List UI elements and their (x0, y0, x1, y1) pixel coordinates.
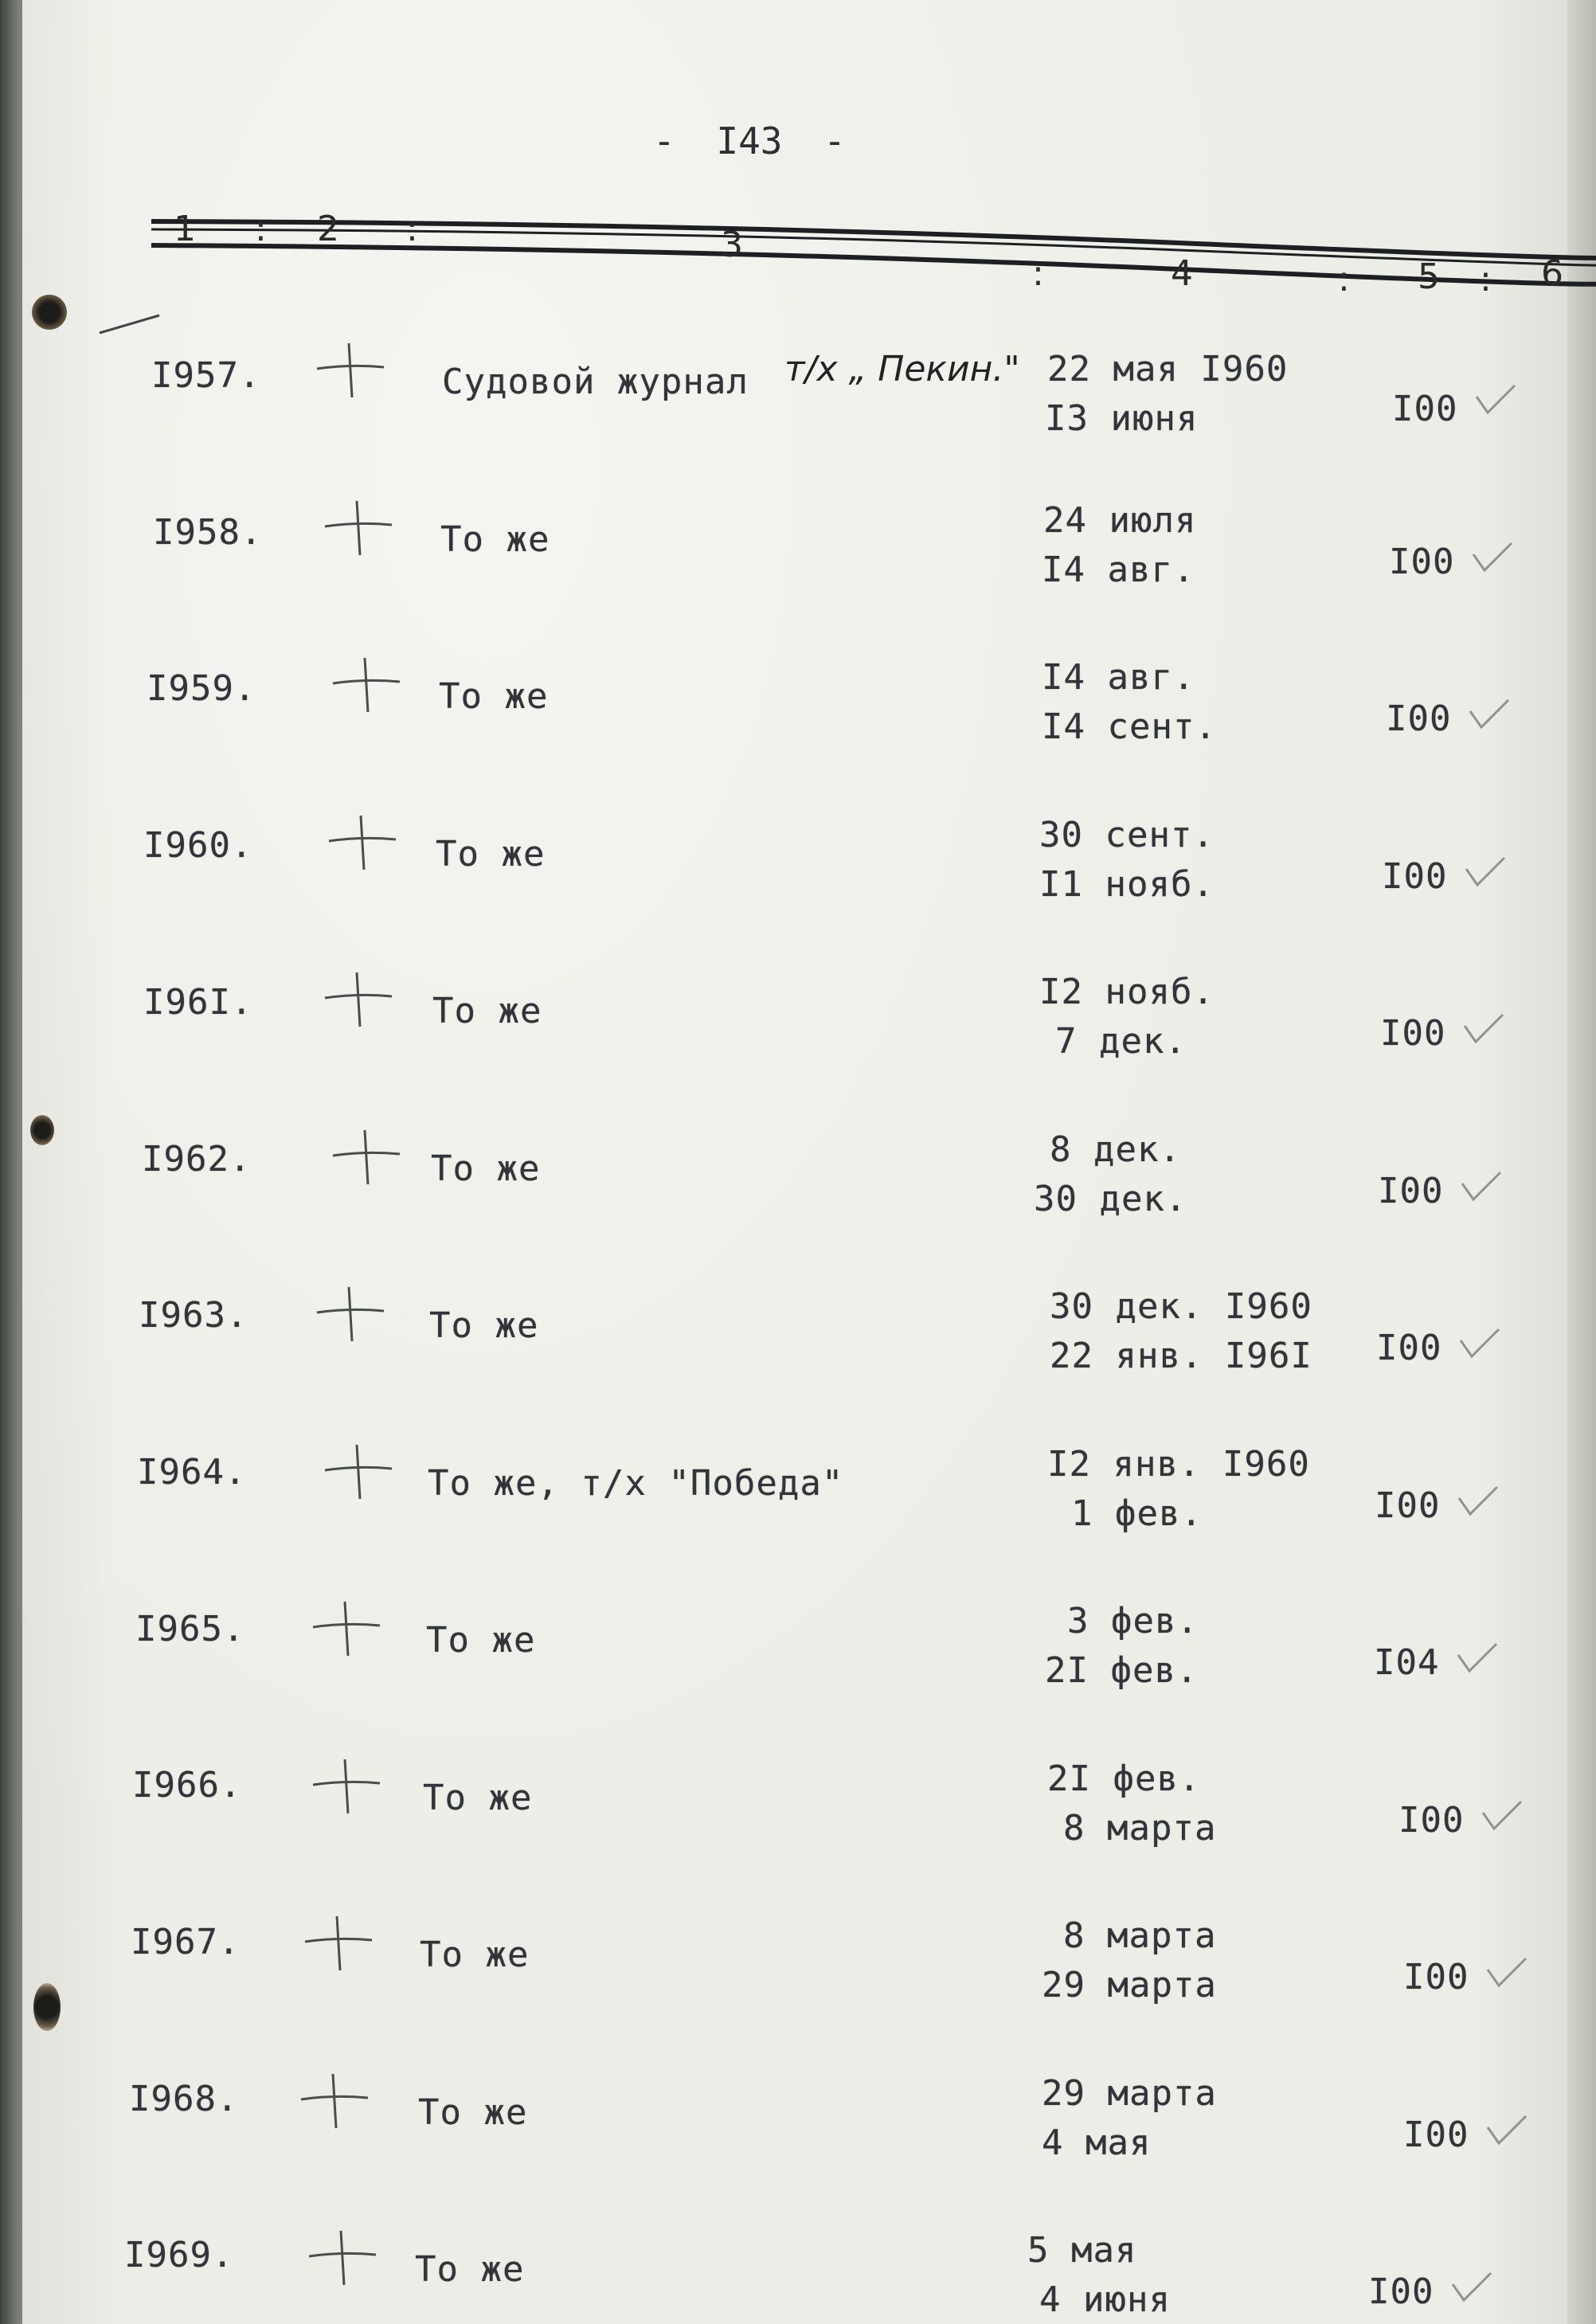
row-number: I962. (142, 1138, 252, 1180)
row-number: I969. (124, 2235, 234, 2276)
date-end: 4 июня (1039, 2279, 1171, 2320)
pencil-check-icon (1457, 1168, 1505, 1207)
pencil-check-icon (1465, 695, 1513, 735)
row-number: I958. (153, 511, 263, 553)
row-number: I965. (135, 1608, 245, 1649)
sheet-count: I00 (1378, 1170, 1444, 1211)
column-separator: : (1338, 259, 1350, 299)
pencil-check-icon (1483, 1954, 1531, 1993)
sheet-count: I00 (1398, 1799, 1465, 1841)
sheet-count: I00 (1389, 541, 1455, 582)
sheet-count: I00 (1403, 2114, 1469, 2155)
record-title: То же (436, 833, 546, 874)
pencil-stroke-icon (96, 309, 167, 341)
sheet-count: I00 (1368, 2271, 1434, 2312)
row-number: I957. (151, 355, 261, 396)
row-number: I966. (132, 1765, 242, 1806)
column-header-3: 3 (721, 225, 743, 265)
pencil-cross-icon (303, 2226, 382, 2290)
date-end: I3 июня (1045, 398, 1199, 439)
pencil-cross-icon (307, 1597, 386, 1661)
pencil-cross-icon (311, 338, 390, 402)
date-start: 29 марта (1042, 2072, 1217, 2114)
sheet-edge-right (1567, 0, 1596, 2324)
date-start: I2 янв. I960 (1047, 1443, 1310, 1485)
pencil-check-icon (1483, 2111, 1531, 2151)
row-number: I968. (129, 2078, 239, 2119)
binder-hole-middle (30, 1115, 54, 1145)
pencil-check-icon (1453, 1639, 1501, 1679)
column-header-2: 2 (317, 209, 339, 249)
date-start: 2I фев. (1047, 1758, 1201, 1799)
date-start: 8 дек. (1050, 1129, 1181, 1170)
record-title: То же (432, 991, 542, 1031)
page-number: - I43 - (653, 119, 846, 162)
pencil-cross-icon (319, 1440, 398, 1504)
date-start: 5 мая (1027, 2230, 1137, 2271)
record-title: То же (440, 518, 550, 560)
sheet-count: I00 (1392, 389, 1458, 429)
date-start: I2 нояб. (1039, 972, 1215, 1012)
record-title: То же (418, 2091, 528, 2133)
sheet-count: I00 (1386, 698, 1452, 739)
sheet-count: I00 (1376, 1328, 1442, 1368)
date-end: I1 нояб. (1039, 863, 1215, 905)
row-number: I959. (147, 668, 256, 710)
column-separator: : (406, 209, 418, 249)
column-header-6: 6 (1541, 253, 1563, 294)
pencil-cross-icon (299, 1911, 378, 1975)
pencil-check-icon (1478, 1797, 1526, 1837)
pencil-cross-icon (327, 1125, 406, 1189)
record-title: Судовой журнал (442, 362, 749, 402)
row-number: I967. (131, 1922, 241, 1962)
row-number: I96I. (143, 981, 253, 1023)
date-end: I4 авг. (1042, 549, 1195, 590)
column-separator: : (1480, 259, 1492, 299)
pencil-cross-icon (327, 653, 406, 717)
pencil-cross-icon (319, 968, 398, 1031)
column-header-4: 4 (1171, 253, 1193, 294)
record-title: То же (431, 1148, 541, 1189)
column-separator: : (255, 209, 267, 249)
date-start: 8 марта (1063, 1915, 1217, 1956)
row-number: I963. (139, 1295, 248, 1336)
pencil-cross-icon (319, 496, 398, 560)
date-start: 22 мая I960 (1047, 349, 1289, 389)
record-title: То же (420, 1935, 530, 1975)
binder-hole-top (32, 295, 67, 330)
date-start: 3 фев. (1067, 1601, 1199, 1641)
date-end: 2I фев. (1045, 1650, 1199, 1691)
sheet-count: I00 (1380, 1013, 1446, 1054)
date-end: 1 фев. (1071, 1493, 1203, 1534)
record-title: То же (423, 1777, 533, 1818)
pencil-check-icon (1448, 2268, 1496, 2308)
binder-hole-bottom (33, 1983, 61, 2031)
record-title: То же (426, 1620, 536, 1661)
column-separator: : (1032, 253, 1044, 294)
date-end: 4 мая (1042, 2122, 1152, 2163)
record-title: То же (429, 1305, 539, 1346)
pencil-cross-icon (307, 1755, 386, 1818)
pencil-check-icon (1461, 853, 1509, 893)
column-header-5: 5 (1418, 256, 1440, 297)
pencil-cross-icon (295, 2069, 374, 2133)
column-header-1: 1 (174, 209, 196, 249)
record-title: То же, т/х "Победа" (428, 1462, 844, 1504)
pencil-check-icon (1456, 1324, 1504, 1364)
record-title: То же (439, 676, 549, 717)
row-number: I960. (143, 825, 253, 867)
sheet-count: I00 (1403, 1957, 1469, 1997)
date-start: 30 дек. I960 (1050, 1286, 1312, 1327)
pencil-check-icon (1454, 1482, 1502, 1522)
pencil-cross-icon (323, 811, 402, 874)
date-end: 22 янв. I96I (1050, 1336, 1312, 1376)
date-end: I4 сент. (1042, 706, 1217, 747)
pencil-check-icon (1469, 538, 1516, 578)
sheet-count: I04 (1374, 1642, 1440, 1683)
date-end: 29 марта (1042, 1965, 1217, 2005)
sheet-count: I00 (1375, 1485, 1441, 1526)
date-end: 7 дек. (1055, 1021, 1187, 1062)
pencil-cross-icon (311, 1282, 390, 1346)
date-start: 30 сент. (1039, 814, 1215, 855)
date-end: 30 дек. (1034, 1178, 1187, 1219)
header-rule (143, 199, 1596, 303)
date-end: 8 марта (1063, 1807, 1217, 1849)
record-title: То же (415, 2249, 525, 2290)
pencil-check-icon (1472, 381, 1520, 421)
pencil-check-icon (1460, 1010, 1508, 1050)
date-start: 24 июля (1043, 499, 1197, 541)
date-start: I4 авг. (1042, 657, 1195, 698)
sheet-count: I00 (1382, 855, 1448, 897)
handwritten-note: т/х „ Пекин." (784, 349, 1020, 389)
row-number: I964. (137, 1451, 247, 1493)
